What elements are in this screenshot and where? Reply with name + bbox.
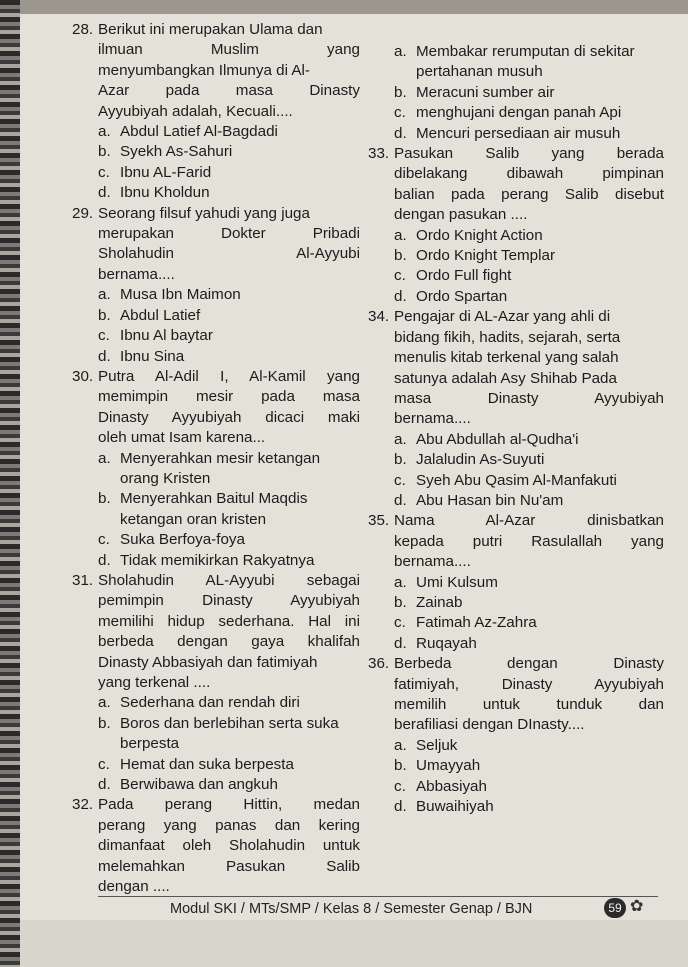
answer-option[interactable]	[98, 714, 360, 755]
option-text: Hemat dan suka berpesta	[120, 755, 294, 773]
question-line: ilmuan Muslim yang	[98, 41, 360, 59]
option-letter: d.	[394, 124, 407, 142]
answer-option[interactable]	[394, 124, 664, 144]
option-letter: c.	[394, 471, 406, 489]
question-line: Sholahudin AL-Ayyubi sebagai	[98, 571, 360, 589]
answer-option[interactable]	[394, 613, 664, 633]
question-line: menyumbangkan Ilmunya di Al-	[98, 61, 310, 79]
option-letter: c.	[394, 777, 406, 795]
answer-option[interactable]	[394, 83, 664, 103]
option-letter: b.	[394, 757, 407, 775]
question-line: dengan ....	[98, 878, 170, 896]
option-letter: d.	[98, 776, 111, 794]
question-number: 31.	[72, 571, 94, 589]
page-footer	[98, 896, 658, 923]
ornament-icon: ✿	[630, 898, 644, 915]
answer-option[interactable]	[98, 326, 360, 346]
answer-option[interactable]	[98, 183, 360, 203]
answer-option[interactable]	[98, 755, 360, 775]
option-letter: a.	[98, 449, 111, 467]
option-text: Musa Ibn Maimon	[120, 286, 241, 304]
question-number: 36.	[368, 655, 390, 673]
question-32	[72, 795, 360, 897]
question-line: Pengajar di AL-Azar yang ahli di	[394, 308, 611, 326]
option-text: Umayyah	[416, 757, 481, 775]
question-line: Dinasty Abbasiyah dan fatimiyah	[98, 653, 318, 671]
answer-option[interactable]	[98, 122, 360, 142]
option-letter: b.	[98, 714, 111, 732]
option-text: Abdul Latief Al-Bagdadi	[120, 123, 278, 141]
option-text: Ibnu Sina	[120, 347, 185, 365]
option-text: Umi Kulsum	[416, 573, 498, 591]
question-line: bernama....	[394, 410, 471, 428]
option-text: Sederhana dan rendah diri	[120, 694, 300, 712]
option-text: Jalaludin As-Suyuti	[416, 451, 545, 469]
answer-option[interactable]	[394, 287, 664, 307]
question-line: Azar pada masa Dinasty	[98, 82, 360, 100]
answer-option[interactable]	[98, 163, 360, 183]
option-letter: d.	[394, 798, 407, 816]
question-36	[368, 654, 664, 817]
question-number: 35.	[368, 512, 390, 530]
footer-text: Modul SKI / MTs/SMP / Kelas 8 / Semester Genap / BJN	[170, 901, 533, 917]
option-text: Tidak memikirkan Rakyatnya	[120, 551, 315, 569]
question-line: kepada putri Rasulallah yang	[394, 532, 664, 550]
right-column	[368, 42, 664, 817]
question-line: perang yang panas dan kering	[98, 816, 360, 834]
answer-option[interactable]	[394, 226, 664, 246]
option-text: Abu Hasan bin Nu'am	[416, 491, 564, 509]
question-number: 30.	[72, 367, 94, 385]
answer-option[interactable]	[394, 634, 664, 654]
answer-option[interactable]	[394, 756, 664, 776]
left-column	[72, 20, 360, 897]
answer-option[interactable]	[98, 693, 360, 713]
answer-option[interactable]	[394, 777, 664, 797]
option-text: Zainab	[416, 593, 463, 611]
answer-option[interactable]	[98, 530, 360, 550]
question-line: memilihi hidup sederhana. Hal ini	[98, 612, 360, 630]
question-line: Ayyubiyah adalah, Kecuali....	[98, 102, 293, 120]
option-text: Ruqayah	[416, 634, 477, 652]
option-letter: a.	[394, 736, 407, 754]
answer-option[interactable]	[98, 306, 360, 326]
answer-option[interactable]	[394, 103, 664, 123]
option-text: Boros dan berlebihan serta suka berpesta	[120, 714, 339, 753]
question-line: fatimiyah, Dinasty Ayyubiyah	[394, 675, 664, 693]
question-line: bidang fikih, hadits, sejarah, serta	[394, 328, 621, 346]
option-text: Ordo Full fight	[416, 267, 512, 285]
option-text: Buwaihiyah	[416, 798, 494, 816]
option-letter: d.	[394, 634, 407, 652]
question-number: 34.	[368, 308, 390, 326]
question-line: oleh umat Isam karena...	[98, 429, 266, 447]
bottom-margin	[20, 920, 688, 967]
question-line: Seorang filsuf yahudi yang juga	[98, 204, 310, 222]
option-text: Ordo Knight Action	[416, 226, 543, 244]
answer-option[interactable]	[394, 736, 664, 756]
question-line: memilih untuk tunduk dan	[394, 696, 664, 713]
question-line: dibelakang dibawah pimpinan	[394, 165, 664, 183]
question-line: dengan pasukan ....	[394, 206, 528, 224]
question-number: 32.	[72, 796, 94, 814]
answer-option[interactable]	[98, 551, 360, 571]
question-line: berafiliasi dengan DInasty....	[394, 716, 585, 734]
option-letter: d.	[394, 287, 407, 305]
option-text: menghujani dengan panah Api	[416, 104, 622, 122]
question-line: Berikut ini merupakan Ulama dan	[98, 21, 323, 38]
answer-option[interactable]	[98, 775, 360, 795]
answer-option[interactable]	[394, 430, 664, 450]
answer-option[interactable]	[394, 471, 664, 491]
question-line: bernama....	[98, 265, 175, 283]
option-text: Syeh Abu Qasim Al-Manfakuti	[416, 471, 617, 489]
question-30	[72, 367, 360, 571]
question-line: satunya adalah Asy Shihab Pada	[394, 369, 617, 387]
answer-option[interactable]	[394, 450, 664, 470]
answer-option[interactable]	[394, 573, 664, 593]
answer-option[interactable]	[394, 42, 664, 83]
option-letter: a.	[394, 573, 407, 591]
question-line: pemimpin Dinasty Ayyubiyah	[98, 592, 360, 610]
option-text: Ibnu Al baytar	[120, 327, 213, 345]
question-line: memimpin mesir pada masa	[98, 388, 360, 406]
question-number: 28.	[72, 21, 94, 38]
option-letter: b.	[98, 306, 111, 324]
question-line: Sholahudin Al-Ayyubi	[98, 245, 360, 263]
option-text: Abu Abdullah al-Qudha'i	[416, 430, 579, 448]
option-letter: a.	[98, 286, 111, 304]
option-letter: b.	[394, 451, 407, 469]
option-letter: d.	[394, 491, 407, 509]
option-letter: a.	[394, 226, 407, 244]
option-text: Abbasiyah	[416, 777, 487, 795]
question-line: merupakan Dokter Pribadi	[98, 225, 360, 243]
option-letter: c.	[98, 327, 110, 345]
option-letter: a.	[394, 430, 407, 448]
option-letter: d.	[98, 184, 111, 202]
question-line: masa Dinasty Ayyubiyah	[394, 389, 664, 407]
question-line: Nama Al-Azar dinisbatkan	[394, 512, 664, 530]
spiral-binding	[0, 0, 20, 967]
answer-option[interactable]	[394, 491, 664, 511]
option-text: Ordo Knight Templar	[416, 247, 556, 265]
option-text: Mencuri persediaan air musuh	[416, 124, 621, 142]
question-line: berbeda dengan gaya khalifah	[98, 633, 360, 651]
top-edge-shadow	[20, 0, 688, 14]
option-text: Berwibawa dan angkuh	[120, 776, 278, 794]
question-34	[368, 307, 664, 511]
option-letter: b.	[394, 593, 407, 611]
option-letter: c.	[98, 755, 110, 773]
option-text: Ordo Spartan	[416, 287, 508, 305]
option-letter: b.	[394, 83, 407, 101]
option-letter: c.	[394, 614, 406, 632]
question-28	[72, 20, 360, 204]
question-31	[72, 571, 360, 795]
question-line: Pasukan Salib yang berada	[394, 145, 664, 163]
option-letter: b.	[394, 247, 407, 265]
page-number: 59	[604, 898, 626, 918]
option-text: Meracuni sumber air	[416, 83, 555, 101]
question-line: melemahkan Pasukan Salib	[98, 857, 360, 875]
question-number: 33.	[368, 145, 390, 163]
option-letter: c.	[98, 531, 110, 549]
question-line: balian pada perang Salib disebut	[394, 185, 664, 203]
option-text: Syekh As-Sahuri	[120, 143, 233, 161]
answer-option[interactable]	[98, 489, 360, 530]
answer-option[interactable]	[394, 593, 664, 613]
option-text: Seljuk	[416, 736, 458, 754]
answer-option[interactable]	[98, 142, 360, 162]
question-line: bernama....	[394, 553, 471, 571]
question-number: 29.	[72, 204, 94, 222]
question-32-options	[394, 42, 664, 144]
answer-option[interactable]	[394, 797, 664, 817]
question-line: Pada perang Hittin, medan	[98, 796, 360, 814]
option-letter: c.	[98, 163, 110, 181]
option-letter: b.	[98, 490, 111, 508]
question-35	[368, 511, 664, 654]
option-text: Abdul Latief	[120, 306, 201, 324]
option-text: Ibnu Kholdun	[120, 184, 210, 202]
question-33	[368, 144, 664, 307]
option-letter: c.	[394, 104, 406, 122]
option-letter: c.	[394, 267, 406, 285]
answer-option[interactable]	[98, 347, 360, 367]
option-text: Suka Berfoya-foya	[120, 531, 245, 549]
answer-option[interactable]	[394, 266, 664, 286]
question-29	[72, 204, 360, 367]
option-text: Ibnu AL-Farid	[120, 163, 212, 181]
question-line: dimanfaat oleh Sholahudin untuk	[98, 837, 360, 855]
option-text: Membakar rerumputan di sekitar pertahanan musuh	[416, 43, 635, 81]
option-letter: a.	[394, 43, 407, 60]
option-letter: d.	[98, 347, 111, 365]
option-letter: b.	[98, 143, 111, 161]
answer-option[interactable]	[98, 285, 360, 305]
question-line: Dinasty Ayyubiyah dicaci maki	[98, 408, 360, 426]
option-letter: a.	[98, 694, 111, 712]
option-letter: a.	[98, 123, 111, 141]
question-line: menulis kitab terkenal yang salah	[394, 349, 619, 367]
answer-option[interactable]	[394, 246, 664, 266]
question-line: yang terkenal ....	[98, 674, 211, 691]
question-line: Putra Al-Adil I, Al-Kamil yang	[98, 367, 360, 385]
option-text: Fatimah Az-Zahra	[416, 614, 537, 632]
option-letter: d.	[98, 551, 111, 569]
option-text: Menyerahkan Baitul Maqdis ketangan oran kristen	[120, 490, 308, 528]
question-line: Berbeda dengan Dinasty	[394, 655, 664, 673]
option-text: Menyerahkan mesir ketangan orang Kristen	[120, 449, 321, 487]
answer-option[interactable]	[98, 449, 360, 490]
